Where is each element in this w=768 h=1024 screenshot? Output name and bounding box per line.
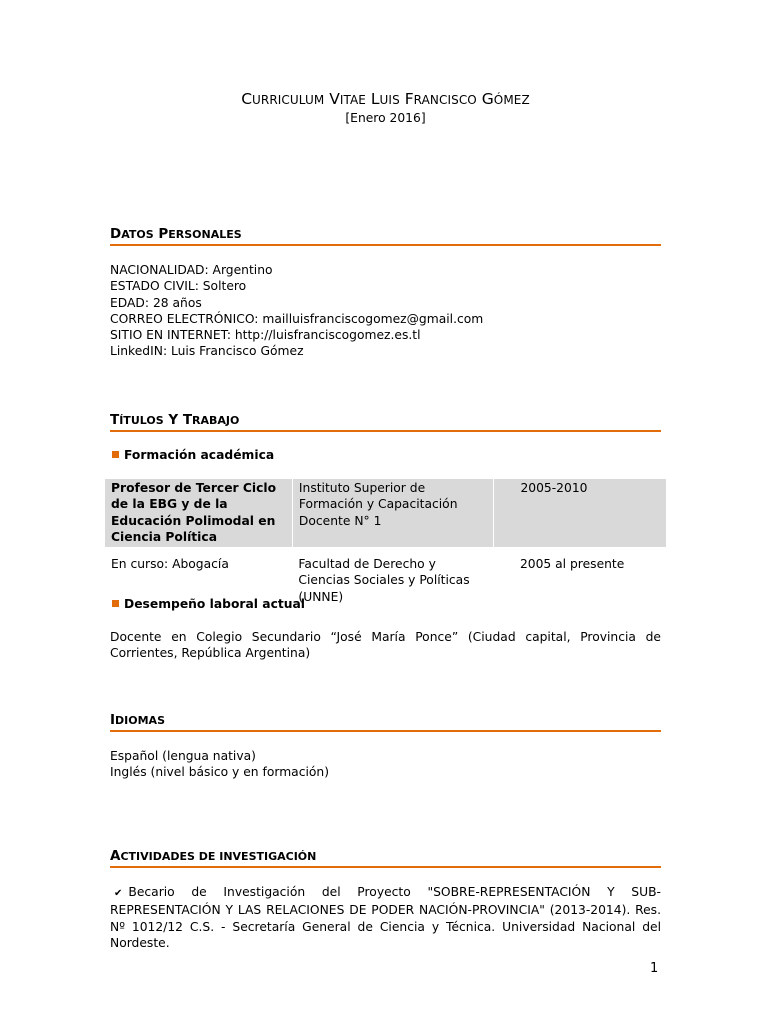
table-spacer-row [105,547,666,555]
degree-cell: En curso: Abogacía [111,557,229,572]
section-heading-languages: IDIOMAS [110,713,661,732]
square-bullet-icon [112,600,119,607]
degree-cell: Profesor de Tercer Ciclo de la EBG y de la Educación Polimodal en Ciencia Política [105,479,292,547]
research-text: Becario de Investigación del Proyecto "SOBRE-REPRESENTACIÓN Y SUB-REPRESENTACIÓN Y LAS RELACIONES DE PODER NACIÓN-PROVINCIA" (2013-2014). Res. Nº 1012/12 C.S. - Secretaría General de Ciencia y Técnica. Universidad Nacional del Nordeste. [110,885,661,950]
table-row [105,479,666,547]
institution-cell: Instituto Superior de Formación y Capacitación Docente N° 1 [292,479,494,547]
work-description: Docente en Colegio Secundario “José María Ponce” (Ciudad capital, Provincia de Corrientes, República Argentina) [110,630,661,661]
institution-cell: Facultad de Derecho y Ciencias Sociales y Políticas (UNNE) [298,557,470,604]
nationality-line: NACIONALIDAD: Argentino [110,263,273,277]
language-item: Inglés (nivel básico y en formación) [110,765,330,780]
checkmark-icon: ✔ [114,888,123,899]
square-bullet-icon [112,451,119,458]
linkedin-line: LinkedIN: Luis Francisco Gómez [110,344,304,359]
section-heading-research: ACTIVIDADES DE INVESTIGACIÓN [110,849,661,868]
work-subheading: Desempeño laboral actual [112,596,305,612]
civil-status-line: ESTADO CIVIL: Soltero [110,279,247,294]
education-table [105,479,666,607]
age-line: EDAD: 28 años [110,295,202,310]
period-cell: 2005-2010 [494,479,666,547]
academic-subheading: Formación académica [112,447,274,463]
personal-data-list [110,262,661,360]
research-item [110,884,661,951]
period-cell: 2005 al presente [519,557,625,572]
email-line: CORREO ELECTRÓNICO: mailluisfranciscogomez@gmail.com [110,311,484,326]
languages-list [110,748,661,781]
website-line: SITIO EN INTERNET: http://luisfranciscogomez.es.tl [110,328,421,343]
document-title: CURRICULUM VITAE LUIS FRANCISCO GÓMEZ [241,90,530,108]
language-item: Español (lengua nativa) [110,749,256,763]
page-number: 1 [650,961,659,976]
section-heading-personal: DATOS PERSONALES [110,227,661,246]
section-heading-titles: TÍTULOS Y TRABAJO [110,413,661,432]
document-date: [Enero 2016] [345,111,426,125]
